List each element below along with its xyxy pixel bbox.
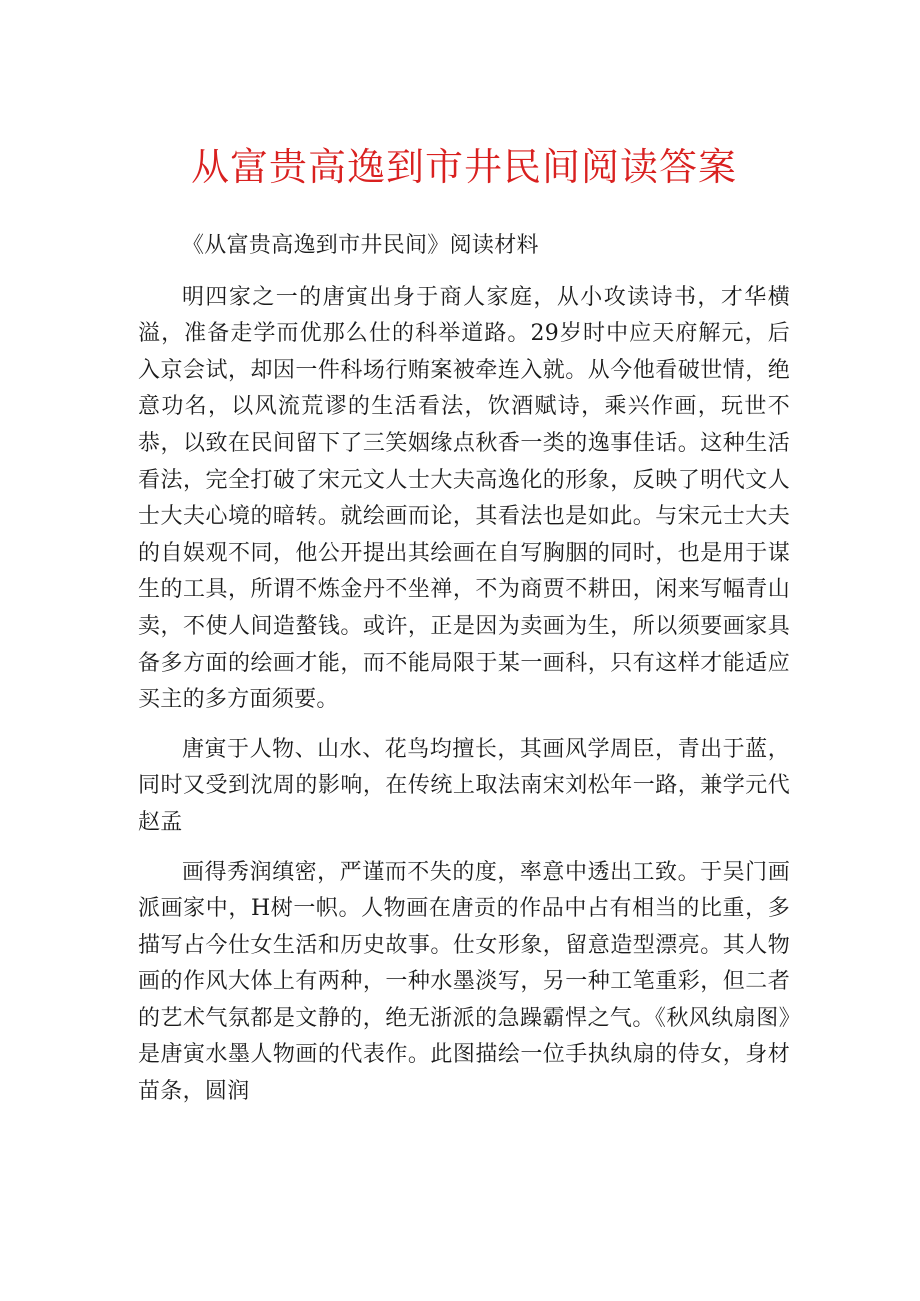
document-body: [138, 228, 790, 1111]
paragraph-2: 唐寅于人物、山水、花鸟均擅长，其画风学周臣，青出于蓝，同时又受到沈周的影响，在传统上取法南宋刘松年一路，兼学元代赵孟: [138, 736, 790, 835]
paragraph-3: 画得秀润缜密，严谨而不失的度，率意中透出工致。于吴门画派画家中，H树一帜。人物画在唐贡的作品中占有相当的比重，多描写占今仕女生活和历史故事。仕女形象，留意造型漂亮。其人物画的作风大体上有两种，一种水墨淡写，另一种工笔重彩，但二者的艺术气氛都是文静的，绝无浙派的急躁霸悍之气。《秋风纨扇图》是唐寅水墨人物画的代表作。此图描绘一位手执纨扇的侍女，身材苗条，圆润: [138, 859, 790, 1105]
paragraph-1: 明四家之一的唐寅出身于商人家庭，从小攻读诗书，才华横溢，准备走学而优那么仕的科举道路。29岁时中应天府解元，后入京会试，却因一件科场行贿案被牵连入就。从今他看破世情，绝意功名，以风流荒谬的生活看法，饮酒赋诗，乘兴作画，玩世不恭，以致在民间留下了三笑姻缘点秋香一类的逸事佳话。这种生活看法，完全打破了宋元文人士大夫高逸化的形象，反映了明代文人士大夫心境的暗转。就绘画而论，其看法也是如此。与宋元士大夫的自娱观不同，他公开提出其绘画在自写胸胭的同时，也是用于谋生的工具，所谓不炼金丹不坐禅，不为商贾不耕田，闲来写幅青山卖，不使人间造螯钱。或许，正是因为卖画为生，所以须要画家具备多方面的绘画才能，而不能局限于某一画科，只有这样才能适应买主的多方面须要。: [138, 284, 790, 713]
material-heading: 《从富贵高逸到市井民间》阅读材料: [182, 233, 539, 258]
document-title: 从富贵高逸到市井民间阅读答案: [190, 145, 737, 189]
